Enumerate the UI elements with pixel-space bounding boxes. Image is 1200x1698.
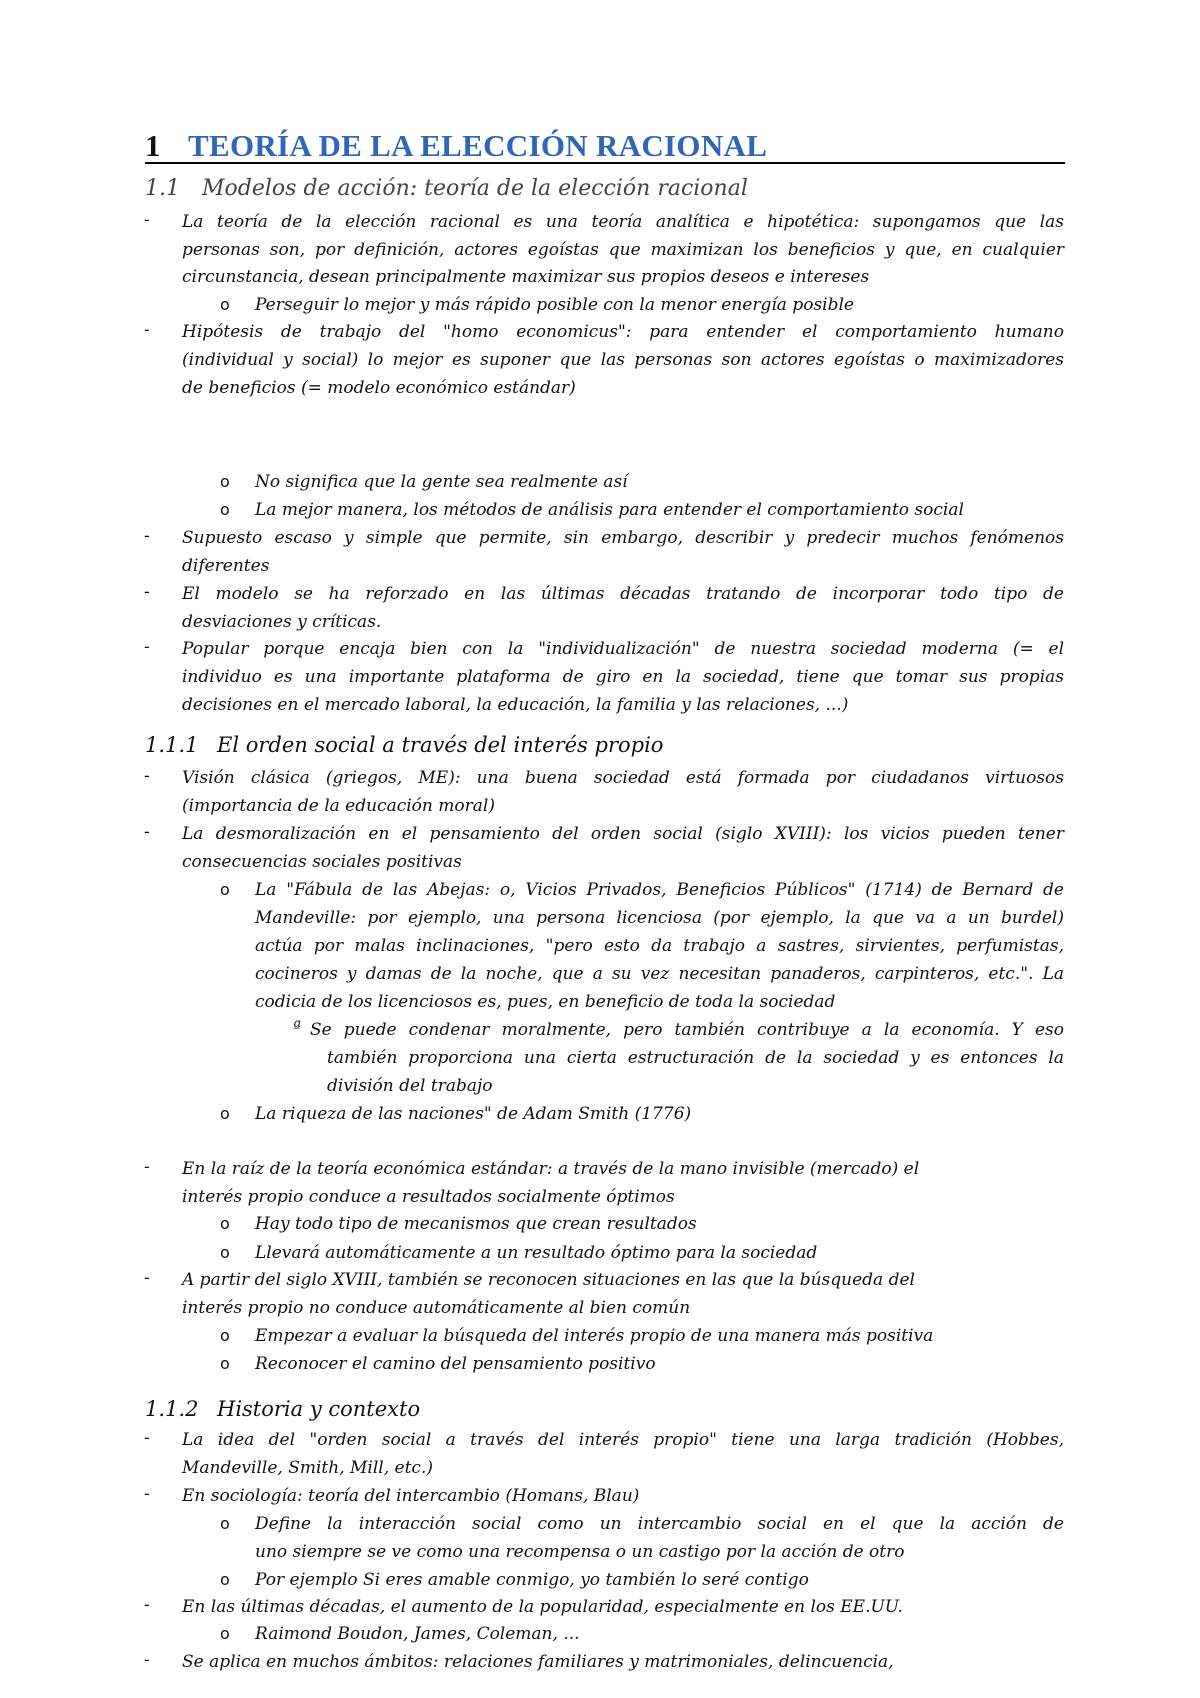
bullet-circle: o [220, 1326, 230, 1345]
text-line: Hay todo tipo de mecanismos que crean resultados [255, 1214, 697, 1234]
text-line: cocineros y damas de la noche, que a su vez necesitan panaderos, carpinteros, etc.". La [255, 964, 1064, 984]
text-line: En sociología: teoría del intercambio (Homans, Blau) [182, 1486, 640, 1506]
text-line: La mejor manera, los métodos de análisis para entender el comportamiento social [255, 500, 964, 520]
text-line: La "Fábula de las Abejas: o, Vicios Privados, Beneficios Públicos" (1714) de Bernard de [255, 880, 1064, 900]
text-line: Visión clásica (griegos, ME): una buena sociedad está formada por ciudadanos virtuosos [182, 768, 1064, 788]
section-title: El orden social a través del interés propio [217, 733, 664, 757]
text-line: también proporciona una cierta estructuración de la sociedad y es entonces la [327, 1048, 1064, 1068]
section-heading-1-1-1 [145, 733, 663, 757]
bullet-dash: - [144, 1650, 150, 1670]
text-line: La teoría de la elección racional es una teoría analítica e hipotética: supongamos que las [182, 212, 1064, 232]
bullet-circle: o [220, 1624, 230, 1643]
bullet-dash: - [144, 1428, 150, 1448]
text-line: (individual y social) lo mejor es suponer que las personas son actores egoístas o maximizadores [182, 350, 1064, 370]
bullet-circle: o [220, 1214, 230, 1233]
section-title: Modelos de acción: teoría de la elección racional [202, 176, 748, 201]
bullet-dash: - [144, 822, 150, 842]
text-line: Por ejemplo Si eres amable conmigo, yo también lo seré contigo [255, 1570, 809, 1590]
text-line: (importancia de la educación moral) [182, 796, 495, 816]
chapter-title: TEORÍA DE LA ELECCIÓN RACIONAL [188, 128, 768, 163]
chapter-heading [145, 120, 1065, 164]
text-line: Se puede condenar moralmente, pero también contribuye a la economía. Y eso [310, 1020, 1064, 1040]
bullet-dash: - [144, 637, 150, 657]
bullet-dash: - [144, 1484, 150, 1504]
text-line: Supuesto escaso y simple que permite, sin embargo, describir y predecir muchos fenómenos [182, 528, 1064, 548]
bullet-dash: - [144, 766, 150, 786]
text-line: diferentes [182, 556, 270, 576]
text-line: división del trabajo [327, 1076, 493, 1096]
text-line: Define la interacción social como un intercambio social en el que la acción de [255, 1514, 1064, 1534]
text-line: individuo es una importante plataforma de giro en la sociedad, tiene que tomar sus propias [182, 667, 1064, 687]
text-line: Mandeville: por ejemplo, una persona licenciosa (por ejemplo, la que va a un burdel) [255, 908, 1064, 928]
bullet-circle: o [220, 880, 230, 899]
bullet-ordinal: ª [293, 1018, 302, 1038]
text-line: Mandeville, Smith, Mill, etc.) [182, 1458, 433, 1478]
bullet-dash: - [144, 1595, 150, 1615]
bullet-dash: - [144, 582, 150, 602]
text-line: Raimond Boudon, James, Coleman, ... [255, 1624, 580, 1644]
section-heading-1-1 [145, 176, 748, 201]
text-line: Perseguir lo mejor y más rápido posible con la menor energía posible [255, 295, 854, 315]
text-line: No significa que la gente sea realmente así [255, 472, 628, 492]
bullet-dash: - [144, 320, 150, 340]
text-line: actúa por malas inclinaciones, "pero esto da trabajo a sastres, sirvientes, perfumistas, [255, 936, 1064, 956]
bullet-dash: - [144, 1268, 150, 1288]
text-line: Se aplica en muchos ámbitos: relaciones familiares y matrimoniales, delincuencia, [182, 1652, 894, 1672]
bullet-circle: o [220, 1243, 230, 1262]
bullet-circle: o [220, 1354, 230, 1373]
text-line: consecuencias sociales positivas [182, 852, 462, 872]
text-line: interés propio no conduce automáticamente al bien común [182, 1298, 691, 1318]
text-line: Popular porque encaja bien con la "individualización" de nuestra sociedad moderna (= el [182, 639, 1064, 659]
text-line: decisiones en el mercado laboral, la educación, la familia y las relaciones, ...) [182, 695, 849, 715]
text-line: uno siempre se ve como una recompensa o un castigo por la acción de otro [255, 1542, 905, 1562]
bullet-circle: o [220, 472, 230, 491]
text-line: desviaciones y críticas. [182, 612, 382, 632]
text-line: personas son, por definición, actores egoístas que maximizan los beneficios y que, en cualquier [182, 240, 1064, 260]
text-line: de beneficios (= modelo económico estándar) [182, 378, 576, 398]
text-line: Llevará automáticamente a un resultado óptimo para la sociedad [255, 1243, 818, 1263]
text-line: codicia de los licenciosos es, pues, en beneficio de toda la sociedad [255, 992, 836, 1012]
section-number: 1.1.2 [145, 1397, 199, 1421]
text-line: Reconocer el camino del pensamiento positivo [255, 1354, 656, 1374]
text-line: Hipótesis de trabajo del "homo economicus": para entender el comportamiento humano [182, 322, 1064, 342]
text-line: En la raíz de la teoría económica estándar: a través de la mano invisible (mercado) el [182, 1159, 920, 1179]
text-line: Empezar a evaluar la búsqueda del interés propio de una manera más positiva [255, 1326, 934, 1346]
text-line: circunstancia, desean principalmente maximizar sus propios deseos e intereses [182, 267, 870, 287]
text-line: A partir del siglo XVIII, también se reconocen situaciones en las que la búsqueda del [182, 1270, 915, 1290]
bullet-dash: - [144, 526, 150, 546]
section-title: Historia y contexto [217, 1397, 421, 1421]
bullet-circle: o [220, 1514, 230, 1533]
text-line: La riqueza de las naciones" de Adam Smith (1776) [255, 1104, 692, 1124]
bullet-circle: o [220, 500, 230, 519]
bullet-dash: - [144, 210, 150, 230]
text-line: interés propio conduce a resultados socialmente óptimos [182, 1187, 675, 1207]
text-line: La desmoralización en el pensamiento del orden social (siglo XVIII): los vicios pueden tener [182, 824, 1064, 844]
bullet-circle: o [220, 295, 230, 314]
bullet-circle: o [220, 1570, 230, 1589]
section-heading-1-1-2 [145, 1397, 420, 1421]
section-number: 1.1 [145, 176, 180, 201]
bullet-circle: o [220, 1104, 230, 1123]
text-line: El modelo se ha reforzado en las últimas décadas tratando de incorporar todo tipo de [182, 584, 1064, 604]
section-number: 1.1.1 [145, 733, 199, 757]
bullet-dash: - [144, 1157, 150, 1177]
text-line: En las últimas décadas, el aumento de la popularidad, especialmente en los EE.UU. [182, 1597, 903, 1617]
text-line: La idea del "orden social a través del interés propio" tiene una larga tradición (Hobbes, [182, 1430, 1064, 1450]
chapter-number: 1 [145, 128, 161, 163]
